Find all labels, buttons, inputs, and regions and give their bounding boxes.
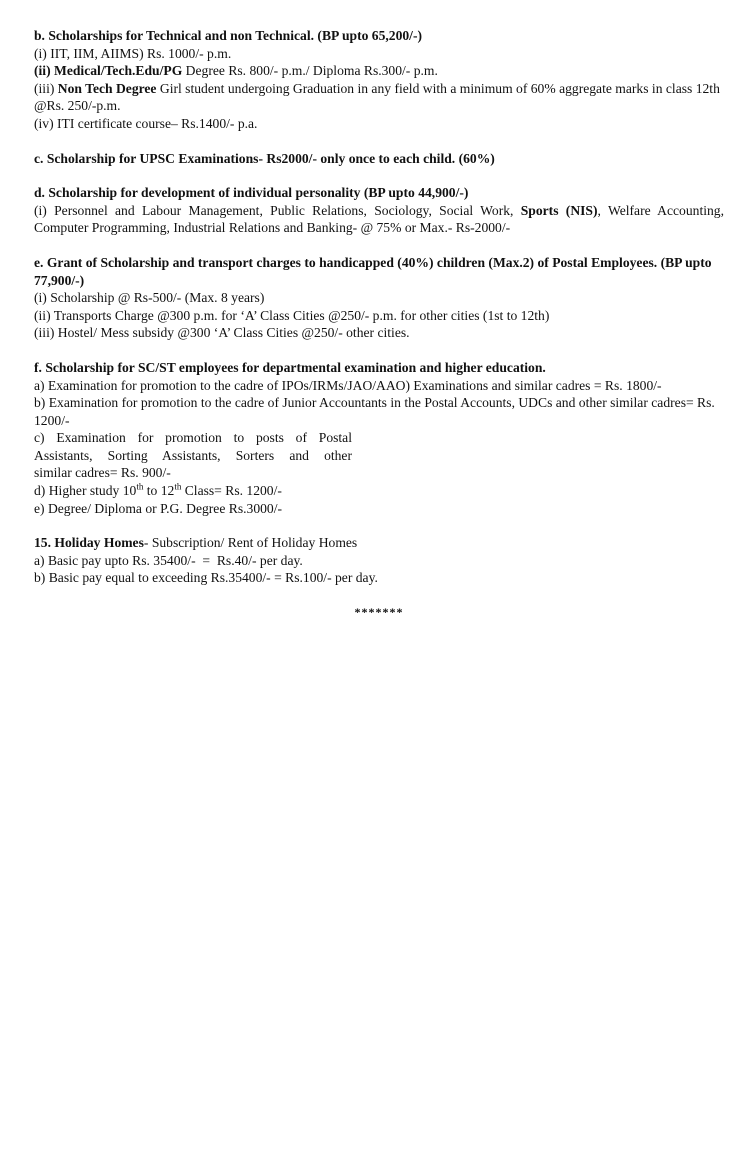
- section-e-item-ii: (ii) Transports Charge @300 p.m. for ‘A’ Class Cities @250/- p.m. for other cities (1st to 12th): [34, 307, 550, 323]
- section-c-heading: c. Scholarship for UPSC Examinations- Rs2000/- only once to each child. (60%): [34, 150, 495, 166]
- section-b-item-iv: (iv) ITI certificate course– Rs.1400/- p.a.: [34, 115, 258, 131]
- section-f-item-c-line1: c) Examination for promotion to posts of Postal: [34, 430, 352, 446]
- section-f-item-d-rest: Class= Rs. 1200/-: [181, 483, 282, 499]
- section-f-item-d: [34, 482, 724, 500]
- section-f-item-d-sup2: th: [174, 481, 182, 492]
- section-d-heading: d. Scholarship for development of individual personality (BP upto 44,900/-): [34, 185, 469, 201]
- section-f-item-c-line3: similar cadres= Rs. 900/-: [34, 465, 171, 481]
- section-15-heading: [34, 534, 724, 552]
- section-d-item-i-bold: Sports (NIS): [520, 202, 598, 218]
- section-15-item-a: a) Basic pay upto Rs. 35400/- = Rs.40/- per day.: [34, 552, 303, 568]
- section-e: [34, 254, 724, 342]
- section-15-item-b: b) Basic pay equal to exceeding Rs.35400/- = Rs.100/- per day.: [34, 570, 378, 586]
- section-f-item-d-mid: to 12: [143, 483, 175, 499]
- document-page: [34, 27, 724, 622]
- section-d-item-i: [34, 202, 724, 237]
- section-f-item-c-line2: Assistants, Sorting Assistants, Sorters and other: [34, 447, 352, 463]
- section-15: [34, 534, 724, 587]
- section-b-item-ii: [34, 62, 724, 80]
- section-b-item-iii: [34, 80, 724, 115]
- section-f-item-d-sup1: th: [136, 481, 144, 492]
- section-b-heading: b. Scholarships for Technical and non Technical. (BP upto 65,200/-): [34, 28, 423, 43]
- end-of-document-mark: *******: [354, 605, 404, 620]
- section-d-item-i-rest: , Welfare Accounting, Computer Programming, Industrial Relations and Banking- @ 75% or Max.- Rs-2000/-: [34, 202, 724, 236]
- section-15-heading-rest: - Subscription/ Rent of Holiday Homes: [143, 535, 358, 551]
- section-f-item-a: a) Examination for promotion to the cadre of IPOs/IRMs/JAO/AAO) Examinations and similar cadres = Rs. 1800/-: [34, 377, 662, 393]
- section-b-item-ii-rest: Degree Rs. 800/- p.m./ Diploma Rs.300/- p.m.: [182, 63, 438, 79]
- section-b-item-iii-bold: Non Tech Degree: [57, 80, 157, 96]
- section-b-item-i: (i) IIT, IIM, AIIMS) Rs. 1000/- p.m.: [34, 45, 232, 61]
- section-c: [34, 150, 724, 168]
- section-e-item-iii: (iii) Hostel/ Mess subsidy @300 ‘A’ Class Cities @250/- other cities.: [34, 325, 410, 341]
- section-b-item-iii-pre: (iii): [34, 80, 58, 96]
- section-d: [34, 184, 724, 237]
- section-b-item-ii-bold: (ii) Medical/Tech.Edu/PG: [34, 63, 183, 79]
- section-f: [34, 359, 724, 517]
- section-e-heading: e. Grant of Scholarship and transport charges to handicapped (40%) children (Max.2) of Postal Employees. (BP upto 77,900/-): [34, 254, 712, 288]
- section-e-item-i: (i) Scholarship @ Rs-500/- (Max. 8 years): [34, 290, 265, 306]
- section-f-heading: f. Scholarship for SC/ST employees for departmental examination and higher education.: [34, 359, 546, 375]
- section-b-item-iii-rest: Girl student undergoing Graduation in any field with a minimum of 60% aggregate marks in class 12th @Rs. 250/-p.m.: [34, 80, 720, 114]
- section-f-item-b: b) Examination for promotion to the cadre of Junior Accountants in the Postal Accounts, UDCs and other similar cadres= Rs. 1200/-: [34, 395, 715, 428]
- section-b: [34, 27, 724, 133]
- section-15-heading-bold: 15. Holiday Homes: [34, 535, 144, 551]
- section-d-item-i-pre: (i) Personnel and Labour Management, Public Relations, Sociology, Social Work,: [34, 202, 521, 218]
- section-f-item-d-pre: d) Higher study 10: [34, 483, 137, 499]
- section-f-item-e: e) Degree/ Diploma or P.G. Degree Rs.3000/-: [34, 500, 283, 516]
